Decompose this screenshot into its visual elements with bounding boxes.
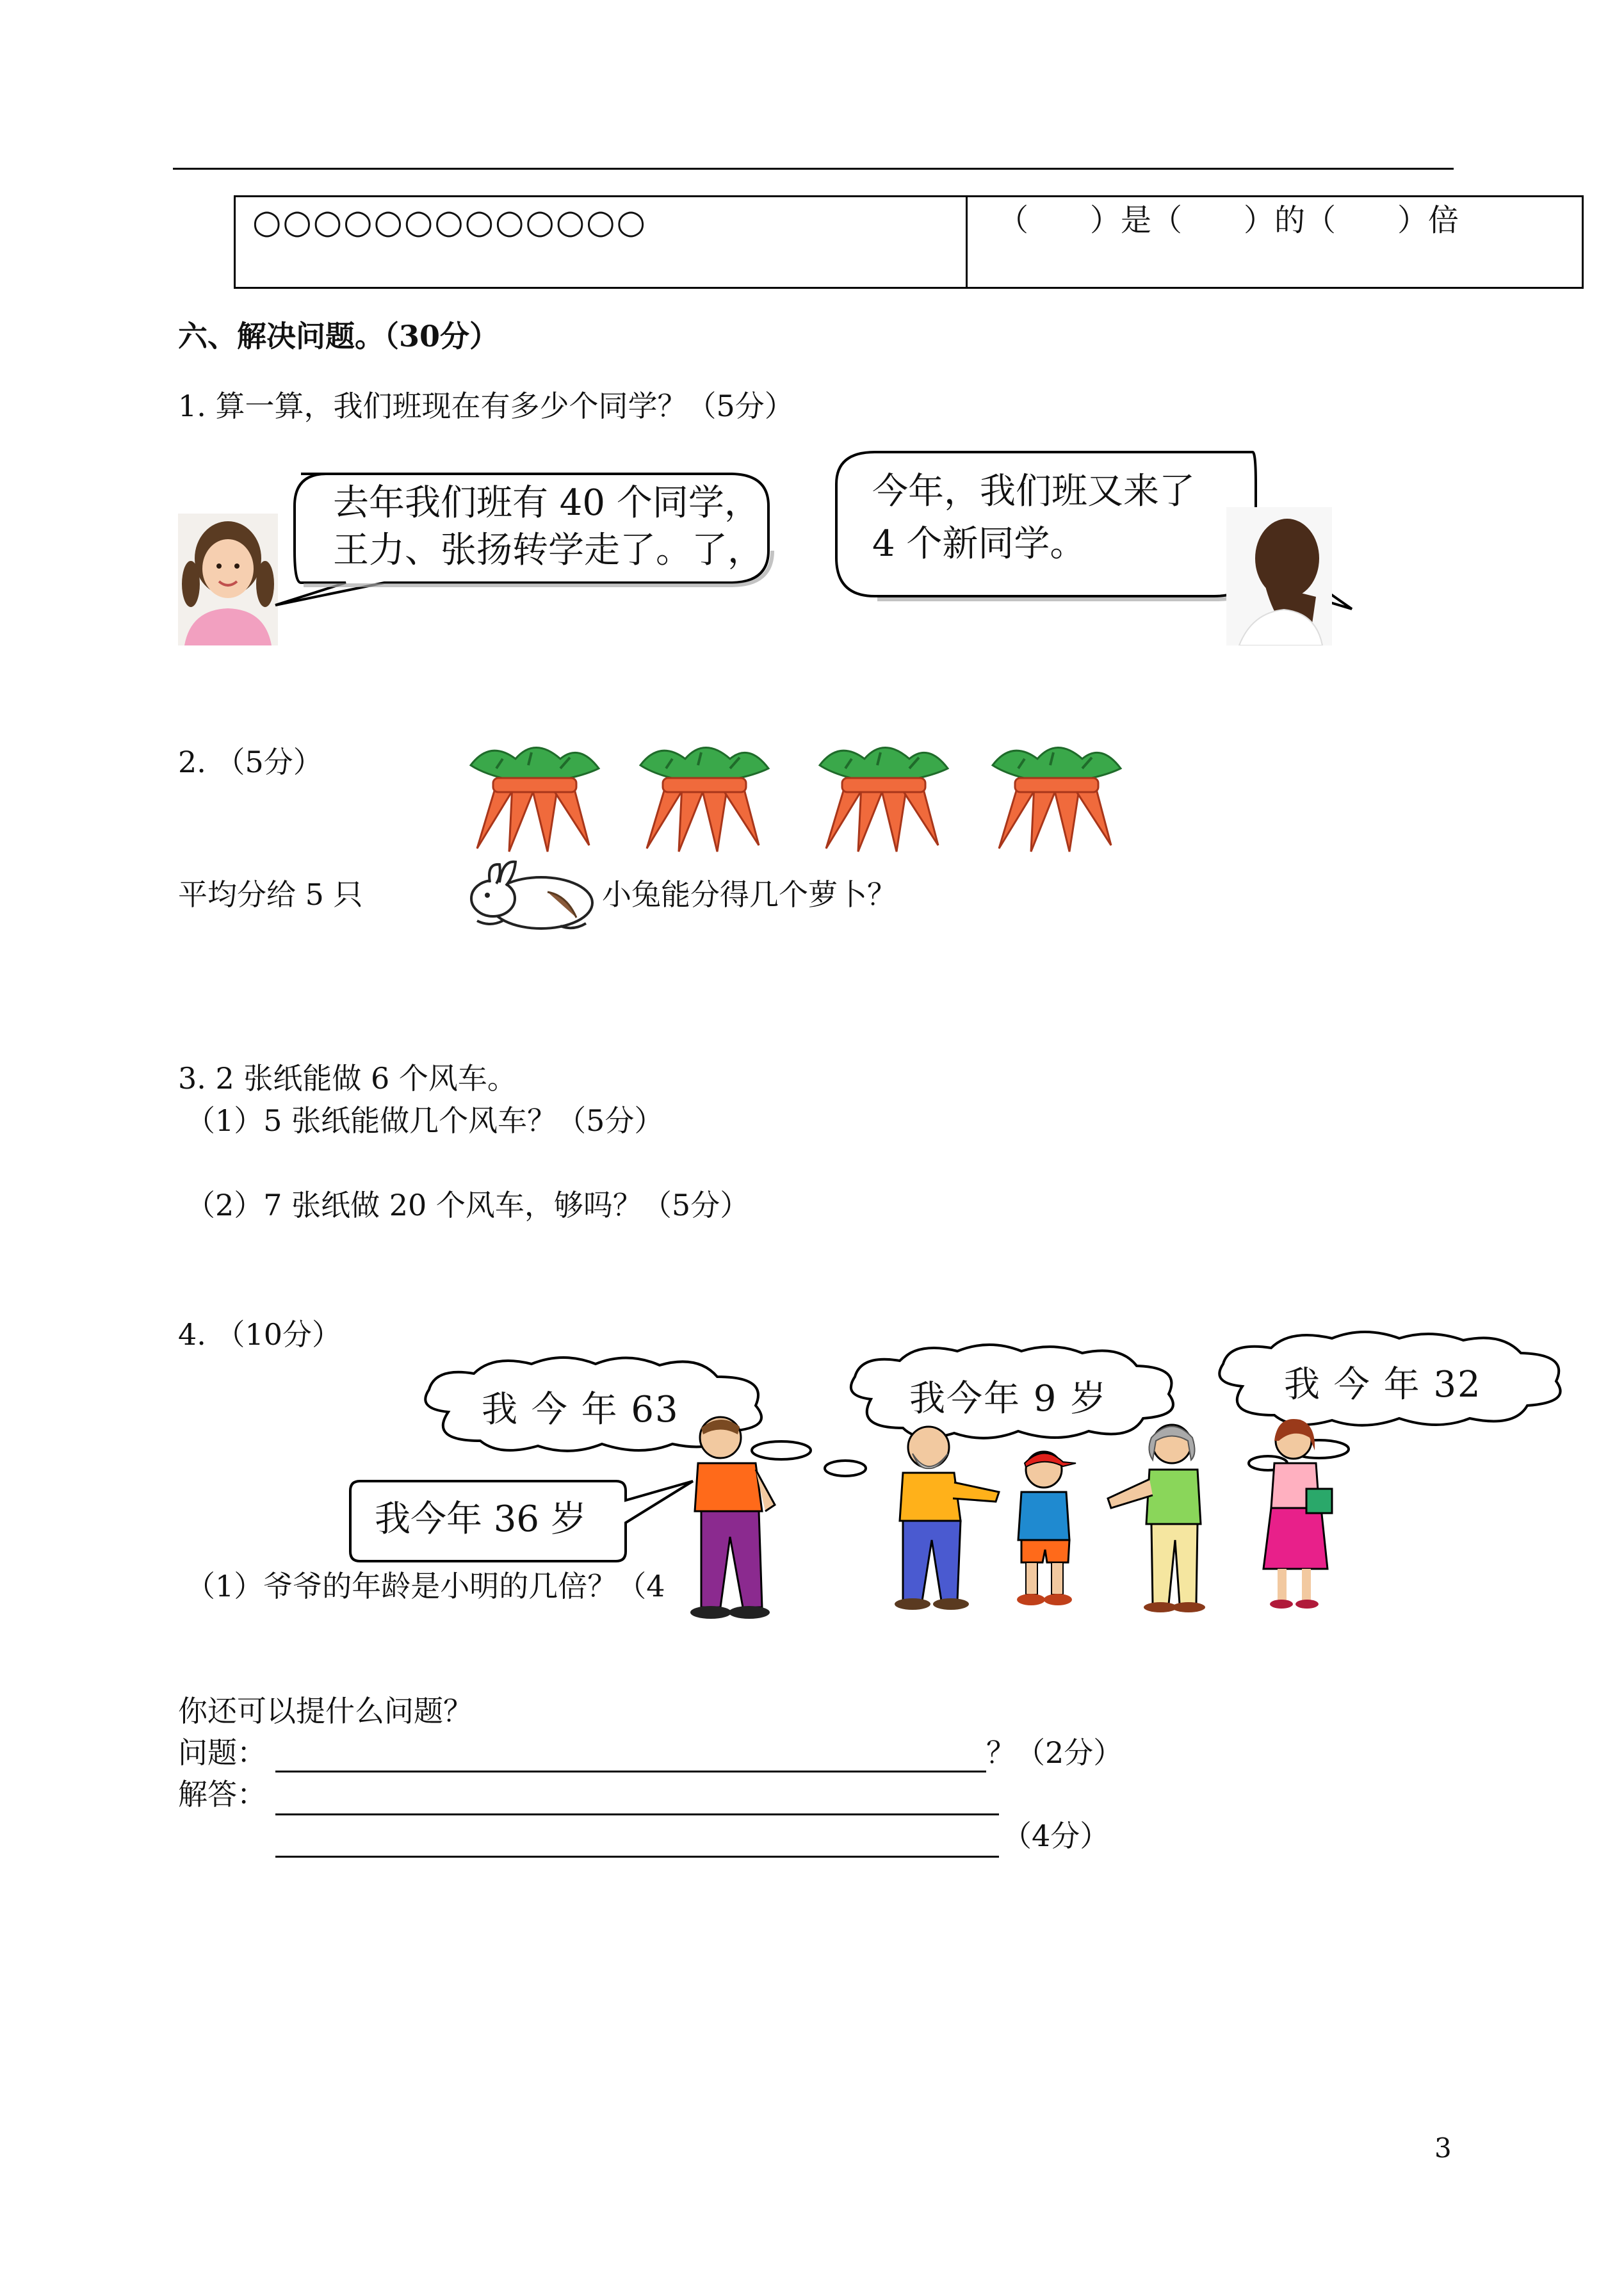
circle-row: ○○○○○○○○○○○○○ bbox=[252, 203, 647, 241]
header-rule bbox=[173, 168, 1454, 170]
page-number: 3 bbox=[1434, 2132, 1452, 2164]
q2-prefix: 平均分给 5 只 bbox=[178, 877, 363, 912]
cloud-mother-text: 我 今 年 32 bbox=[1284, 1364, 1482, 1406]
bubble-father-text: 我今年 36 岁 bbox=[375, 1498, 587, 1540]
grandma-figure bbox=[1101, 1415, 1230, 1614]
bubble-left-line2: 王力、张扬转学走了。了， bbox=[333, 530, 763, 571]
question-suffix: ？（2分） bbox=[986, 1735, 1123, 1770]
cloud-grandpa-text: 我 今 年 63 bbox=[482, 1389, 679, 1431]
q4-number-visible: 4. （10分） bbox=[178, 1317, 342, 1352]
bubble-right-line2: 4 个新同学。 bbox=[872, 523, 1086, 565]
q3-part1: （1）5 张纸能做几个风车？（5分） bbox=[186, 1103, 664, 1138]
answer-label: 解答： bbox=[178, 1777, 266, 1812]
grandpa-figure bbox=[877, 1418, 1005, 1610]
q4-more-question: 你还可以提什么问题？ bbox=[178, 1694, 473, 1728]
q3-part2: （2）7 张纸做 20 个风车，够吗？（5分） bbox=[186, 1188, 750, 1222]
q2-number: 2. （5分） bbox=[178, 745, 323, 779]
q4-part1: （1）爷爷的年龄是小明的几倍？（4 bbox=[186, 1569, 665, 1603]
question-label: 问题： bbox=[178, 1735, 266, 1770]
question-answer-line[interactable] bbox=[275, 1771, 986, 1772]
q3-intro: 3. 2 张纸能做 6 个风车。 bbox=[178, 1061, 517, 1096]
father-figure bbox=[666, 1409, 794, 1626]
q1-text: 1. 算一算，我们班现在有多少个同学？（5分） bbox=[178, 389, 794, 423]
table-divider bbox=[966, 197, 968, 287]
answer-line-1[interactable] bbox=[275, 1813, 999, 1815]
rabbit-icon bbox=[464, 857, 599, 934]
bubble-left-line1: 去年我们班有 40 个同学， bbox=[333, 482, 760, 524]
comparison-table bbox=[234, 195, 1584, 289]
girl-photo bbox=[178, 514, 278, 645]
cloud-boy-text: 我今年 9 岁 bbox=[909, 1378, 1108, 1420]
boy-figure bbox=[999, 1444, 1095, 1610]
blank-sentence: （ ）是（ ）的（ ）倍 bbox=[998, 202, 1459, 238]
q2-suffix: 小兔能分得几个萝卜？ bbox=[602, 877, 897, 912]
mother-figure bbox=[1246, 1412, 1348, 1617]
section-title: 六、解决问题。（30分） bbox=[178, 319, 499, 353]
carrot-bunch-icon bbox=[451, 740, 1124, 861]
student-back-photo bbox=[1226, 507, 1332, 645]
answer-line-2[interactable] bbox=[275, 1856, 999, 1858]
answer-suffix: （4分） bbox=[1002, 1819, 1110, 1853]
bubble-right-line1: 今年，我们班又来了 bbox=[872, 471, 1195, 512]
